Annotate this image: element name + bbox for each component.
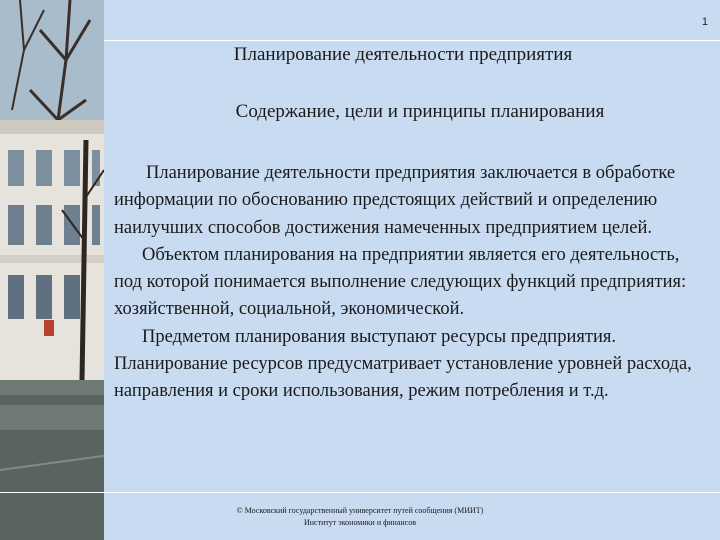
footer-university: © Московский государственный университет путей сообщения (МИИТ) [236,506,484,515]
slide-title: Планирование деятельности предприятия [233,44,573,65]
paragraph-planning-definition: Планирование деятельности предприятия заключается в обработке информации по обоснованию предстоящих действий и определению наилучших способов достижения намеченных предприятием целей. [114,163,676,238]
slide-subtitle: Содержание, цели и принципы планирования [235,101,605,122]
paragraph-planning-subject: Предметом планирования выступают ресурсы предприятия. Планирование ресурсов предусматривает установление уровней расхода, направления и сроки использования, режим потребления и т.д. [114,326,692,402]
footer [120,505,600,529]
header-rule [104,40,720,41]
slide-number: 1 [701,16,708,28]
building-photo-illustration [0,0,110,540]
footer-institute: Институт экономики и финансов [303,518,416,527]
paragraph-planning-object: Объектом планирования на предприятии является его деятельность, под которой понимается выполнение следующих функций предприятия: хозяйственной, социальной, экономической. [114,244,687,320]
footer-rule [0,492,720,493]
body-text [114,160,704,406]
building-photo [0,0,110,540]
